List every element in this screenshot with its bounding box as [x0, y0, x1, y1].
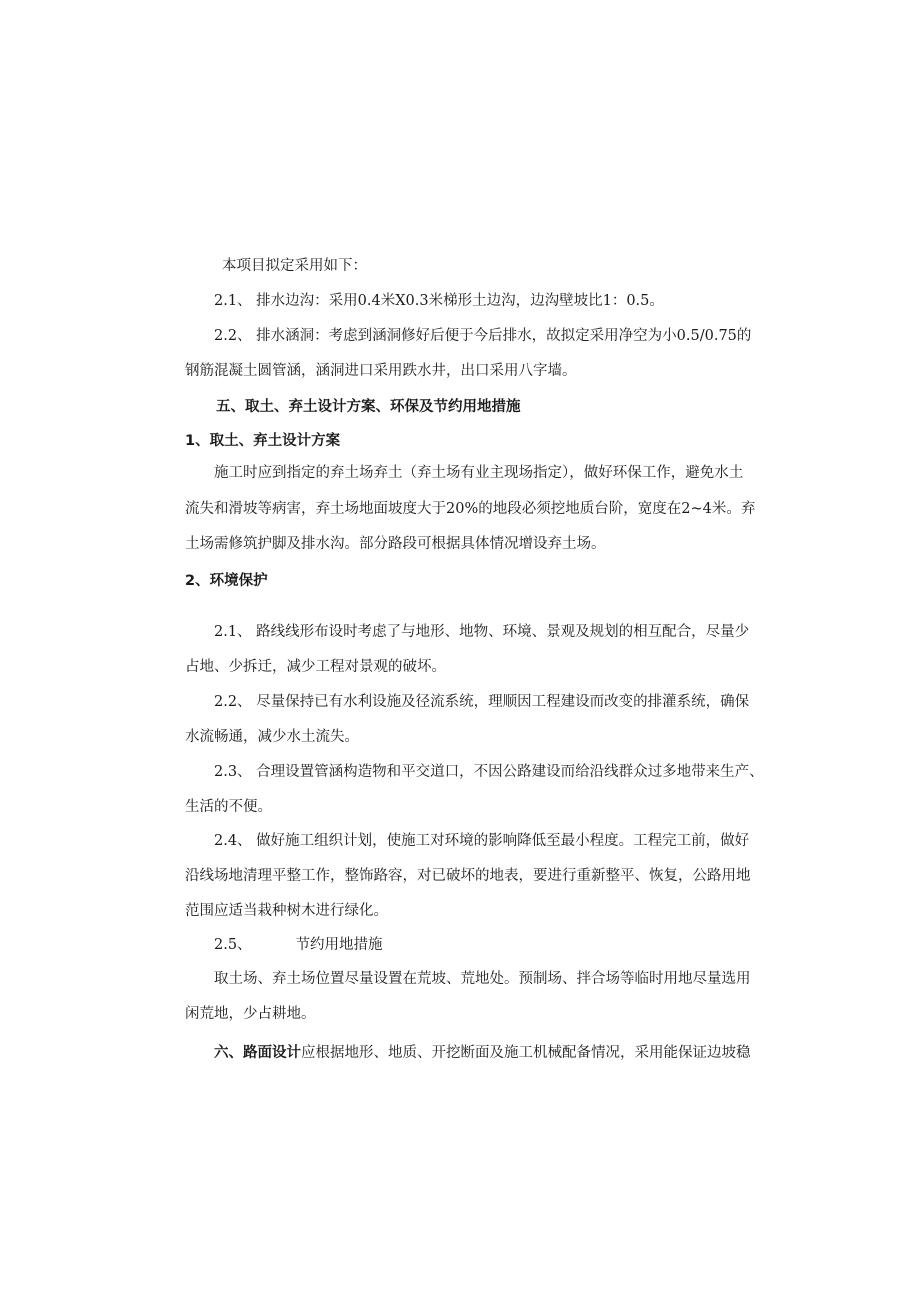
env-item-4-line-2: 沿线场地清理平整工作，整饰路容，对已破坏的地表，要进行重新整平、恢复，公路用地 — [185, 868, 751, 884]
env-item-3-line-2: 生活的不便。 — [185, 799, 272, 815]
land-paragraph-line-1: 取土场、弃土场位置尽量设置在荒坡、荒地处。预制场、拌合场等临时用地尽量选用 — [214, 971, 751, 987]
drain-ditch-line: 2.1、 排水边沟：采用0.4米X0.3米梯形土边沟，边沟壁坡比1：0.5。 — [214, 293, 664, 309]
env-item-1-line-1: 2.1、 路线线形布设时考虑了与地形、地物、环境、景观及规划的相互配合，尽量少 — [214, 624, 750, 640]
soil-paragraph-line-1: 施工时应到指定的弃土场弃土（弃土场有业主现场指定），做好环保工作，避免水土 — [214, 465, 744, 481]
env-item-2-line-1: 2.2、 尽量保持已有水利设施及径流系统，理顺因工程建设而改变的排灌系统，确保 — [214, 694, 750, 710]
culvert-line-1: 2.2、 排水涵洞：考虑到涵洞修好后便于今后排水，故拟定采用净空为小0.5/0.75的 — [214, 328, 752, 344]
soil-paragraph-line-3: 土场需修筑护脚及排水沟。部分路段可根据具体情况增设弃土场。 — [185, 536, 606, 552]
env-item-5-number: 2.5、 — [214, 937, 252, 953]
intro-line: 本项目拟定采用如下： — [222, 258, 367, 274]
subsection-1-heading: 1、取土、弃土设计方案 — [185, 433, 341, 449]
env-item-4-line-1: 2.4、 做好施工组织计划，使施工对环境的影响降低至最小程度。工程完工前，做好 — [214, 833, 750, 849]
env-item-5-heading — [214, 935, 383, 955]
env-item-4-line-3: 范围应适当栽种树木进行绿化。 — [185, 903, 388, 919]
env-item-2-line-2: 水流畅通，减少水土流失。 — [185, 729, 359, 745]
section-six-text: 应根据地形、地质、开挖断面及施工机械配备情况，采用能保证边坡稳 — [301, 1045, 751, 1061]
culvert-line-2: 钢筋混凝土圆管涵，涵洞进口采用跌水井，出口采用八字墙。 — [185, 363, 577, 379]
env-item-3-line-1: 2.3、 合理设置管涵构造物和平交道口，不因公路建设而给沿线群众过多地带来生产、 — [214, 764, 764, 780]
section-six-heading: 六、路面设计 — [214, 1045, 301, 1061]
env-item-1-line-2: 占地、少拆迁，减少工程对景观的破坏。 — [185, 659, 446, 675]
soil-paragraph-line-2: 流失和滑坡等病害，弃土场地面坡度大于20%的地段必须挖地质台阶，宽度在2~4米。弃 — [185, 501, 756, 517]
section-five-heading: 五、取土、弃土设计方案、环保及节约用地措施 — [216, 399, 521, 415]
section-six-line — [214, 1043, 751, 1063]
land-paragraph-line-2: 闲荒地，少占耕地。 — [185, 1006, 316, 1022]
env-item-5-title: 节约用地措施 — [295, 937, 383, 953]
subsection-2-heading: 2、环境保护 — [185, 573, 268, 589]
